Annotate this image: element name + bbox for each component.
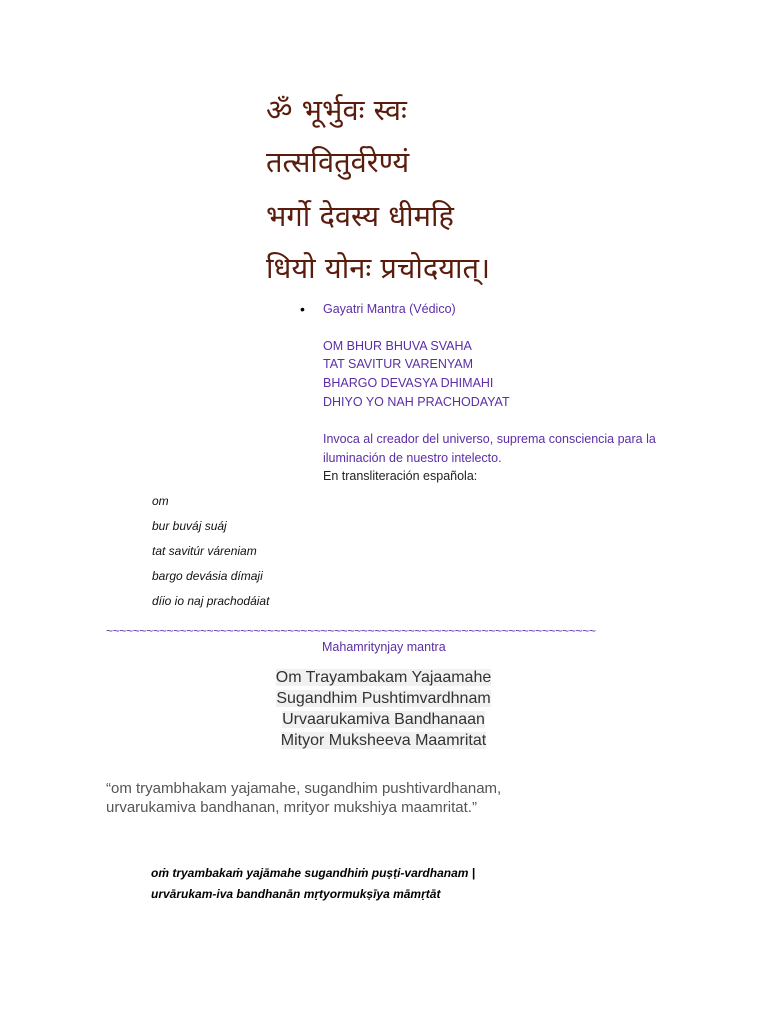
spanish-translit-line-2: bur buváj suáj	[152, 519, 227, 533]
tilde-separator: ~~~~~~~~~~~~~~~~~~~~~~~~~~~~~~~~~~~~~~~~~~~~~~~~~~~~~~~~~~~~~~~~~~~~~~~~~	[106, 624, 596, 638]
invocation-text-line-2: iluminación de nuestro intelecto.	[323, 451, 502, 465]
devanagari-line-2: तत्सवितुर्वरेण्यं	[266, 145, 410, 179]
gayatri-mantra-line-1: OM BHUR BHUVA SVAHA	[323, 339, 472, 353]
spanish-translit-line-1: om	[152, 494, 169, 508]
spanish-translit-line-3: tat savitúr váreniam	[152, 544, 257, 558]
mahamritynjay-line-2: Sugandhim Pushtimvardhnam	[276, 690, 491, 707]
invocation-text-line-1: Invoca al creador del universo, suprema consciencia para la	[323, 432, 656, 446]
devanagari-line-4: धियो योनः प्रचोदयात्।	[266, 251, 491, 285]
mahamritynjay-title: Mahamritynjay mantra	[322, 640, 446, 654]
mahamritynjay-line-4: Mityor Muksheeva Maamritat	[280, 732, 487, 749]
mahamritynjay-mantra-block	[200, 667, 567, 751]
devanagari-line-3: भर्गो देवस्य धीमहि	[266, 199, 454, 233]
spanish-translit-line-4: bargo devásia dímaji	[152, 569, 263, 583]
devanagari-line-1: ॐ भूर्भुवः स्वः	[266, 93, 407, 127]
transliteration-label: En transliteración española:	[323, 469, 478, 483]
mahamritynjay-line-3: Urvaarukamiva Bandhanaan	[282, 711, 485, 728]
gayatri-mantra-line-2: TAT SAVITUR VARENYAM	[323, 357, 474, 371]
iast-line-2: urvārukam-iva bandhanān mṛtyormukṣīya māmṛtāt	[151, 887, 441, 901]
gayatri-mantra-line-4: DHIYO YO NAH PRACHODAYAT	[323, 395, 510, 409]
quote-line-2: urvarukamiva bandhanan, mrityor mukshiya maamritat.”	[106, 799, 477, 816]
mahamritynjay-line-1: Om Trayambakam Yajaamahe	[275, 669, 492, 686]
spanish-translit-line-5: díio io naj prachodáiat	[152, 594, 270, 608]
iast-line-1: oṁ tryambakaṁ yajāmahe sugandhiṁ puṣṭi-vardhanam |	[151, 866, 476, 880]
quote-line-1: “om tryambhakam yajamahe, sugandhim pushtivardhanam,	[106, 780, 502, 797]
list-bullet: •	[300, 301, 305, 317]
gayatri-heading: Gayatri Mantra (Védico)	[323, 302, 456, 316]
gayatri-mantra-line-3: BHARGO DEVASYA DHIMAHI	[323, 376, 494, 390]
